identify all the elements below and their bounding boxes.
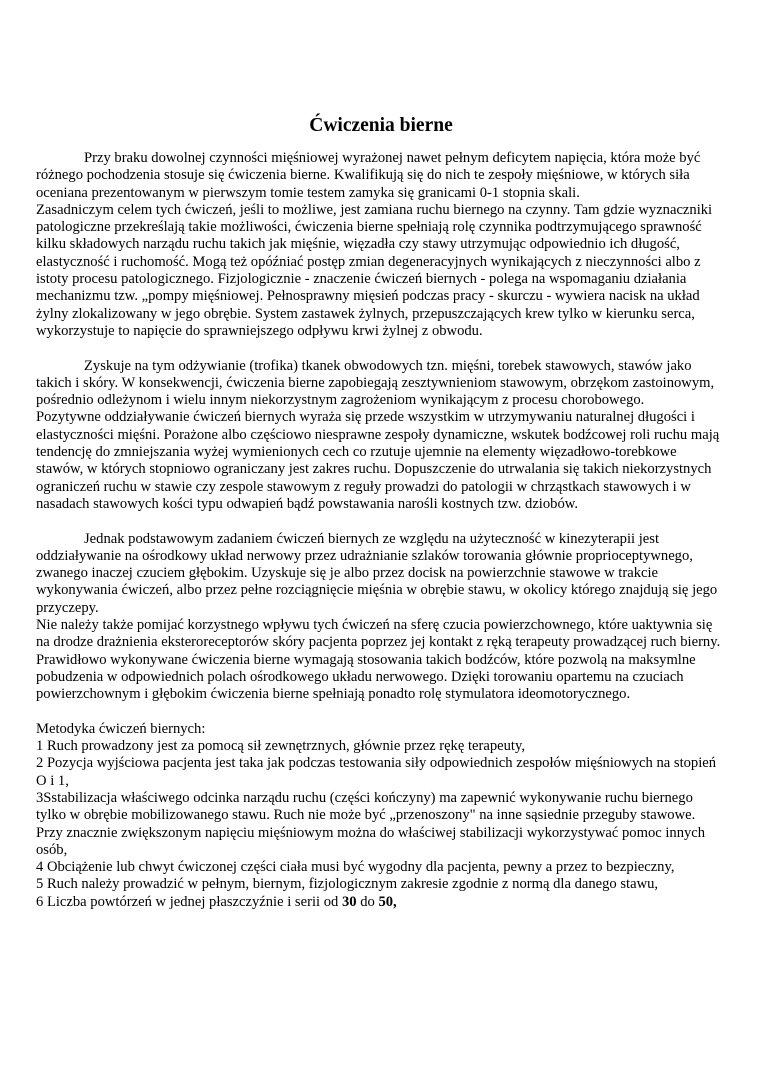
paragraph-6: Nie należy także pomijać korzystnego wpływu tych ćwiczeń na sferę czucia powierzchownego, które uaktywnia się na drodze drażnienia eksteroreceptorów skóry pacjenta poprzez jej kontakt z ręką terapeuty prowadzącej ruch bierny. Prawidłowo wykonywane ćwiczenia bierne wymagają stosowania takich bodźców, które pozwolą na maksymlne pobudzenia w odpowiednich polach ośrodkowego układu nerwowego. Dzięki torowaniu opartemu na czuciach powierzchownym i głębokim ćwiczenia bierne spełniają ponadto rolę stymulatora ideomotorycznego. [36,617,721,703]
method-item-2: 2 Pozycja wyjściowa pacjenta jest taka jak podczas testowania siły odpowiednich zespołów mięśniowych na stopień O i 1, [36,755,717,789]
method-item-3: 3Sstabilizacja właściwego odcinka narządu ruchu (części kończyny) ma zapewnić wykonywanie ruchu biernego tylko w obrębie mobilizowanego stawu. Ruch nie może być „przenoszony" na inne sąsiednie przeguby stawowe. [36,789,696,824]
paragraph-gap [36,704,726,721]
paragraph-gap [36,340,726,357]
repetitions-max: 50 [378,893,394,910]
method-item-6 [36,894,726,911]
paragraph-1: Przy braku dowolnej czynności mięśniowej wyrażonej nawet pełnym deficytem napięcia, która może być różnego pochodzenia stosuje się ćwiczenia bierne. Kwalifikują się do nich te zespoły mięśniowe, w których siła oceniana prezentowanym w pierwszym tomie testem zamyka się granicami 0-1 stopnia skali. [36,150,701,201]
paragraph-2: Zasadniczym celem tych ćwiczeń, jeśli to możliwe, jest zamiana ruchu biernego na czynny. Tam gdzie wyznaczniki patologiczne przekreślają takie możliwości, ćwiczenia bierne spełniają rolę czynnika podtrzymującego sprawność kilku składowych narządu ruchu takich jak mięśnie, więzadła czy stawy utrzymując odpowiednio ich długość, elastyczność i ruchomość. Mogą też opóźniać postęp zmian degeneracyjnych wynikających z nieczynności albo z istoty procesu patologicznego. Fizjologicznie - znaczenie ćwiczeń biernych - polega na wspomaganiu działania mechanizmu tzw. „pompy mięśniowej. Pełnosprawny mięsień podczas pracy - skurczu - wywiera nacisk na układ żylny zlokalizowany w jego obrębie. System zastawek żylnych, przepuszczających krew tylko w kierunku serca, wykorzystuje to napięcie do sprawniejszego odpływu krwi żylnej z obwodu. [36,201,713,339]
paragraph-5: Jednak podstawowym zadaniem ćwiczeń biernych ze względu na użyteczność w kinezyterapii jest oddziaływanie na ośrodkowy układ nerwowy przez udrażnianie szlaków torowania głównie proprioceptywnego, zwanego inaczej czuciem głębokim. Uzyskuje się je albo przez docisk na powierzchnie stawowe w trakcie wykonywania ćwiczeń, albo przez pełne rozciągnięcie mięśnia w obrębie stawu, w okolicy którego znajdują się jego przyczepy. [36,530,718,616]
method-item-5: 5 Ruch należy prowadzić w pełnym, biernym, fizjologicznym zakresie zgodnie z normą dla danego stawu, [36,876,659,893]
paragraph-gap [36,513,726,530]
method-item-6-text: 6 Liczba powtórzeń w jednej płaszczyźnie i serii od [36,893,342,910]
method-item-6-connector: do [356,893,379,910]
paragraph-3: Zyskuje na tym odżywianie (trofika) tkanek obwodowych tzn. mięśni, torebek stawowych, stawów jako takich i skóry. W konsekwencji, ćwiczenia bierne zapobiegają zesztywnieniom stawowym, obrzękom zastoinowym, pośrednio odleżynom i wielu innym niekorzystnym zagrożeniom wynikającym z procesu chorobowego. [36,357,715,409]
method-item-4: 4 Obciążenie lub chwyt ćwiczonej części ciała musi być wygodny dla pacjenta, pewny a przez to bezpieczny, [36,859,675,876]
method-item-3-continued: Przy znacznie zwiększonym napięciu mięśniowym można do właściwej stabilizacji wykorzystywać pomoc innych osób, [36,824,706,858]
repetitions-min: 30 [341,893,357,910]
document-title: Ćwiczenia bierne [309,115,453,136]
method-heading: Metodyka ćwiczeń biernych: [36,720,206,737]
method-item-6-end: , [393,893,397,910]
paragraph-4: Pozytywne oddziaływanie ćwiczeń biernych wyraża się przede wszystkim w utrzymywaniu naturalnej długości i elastyczności mięśni. Porażone albo częściowo niesprawne zespoły dynamiczne, wskutek bodźcowej roli ruchu mają tendencję do zmniejszania wyżej wymienionych cech co rzutuje ujemnie na elementy więzadłowo-torebkowe stawów, w których stopniowo ograniczany jest zakres ruchu. Dopuszczenie do utrwalania się takich niekorzystnych ograniczeń ruchu w stawie czy zespole stawowym z reguły prowadzi do patologii w chrząstkach stawowych i w nasadach stawowych kości typu odwapień bądź powstawania narośli kostnych tzw. dziobów. [36,409,720,512]
method-item-1: 1 Ruch prowadzony jest za pomocą sił zewnętrznych, głównie przez rękę terapeuty, [36,738,525,755]
